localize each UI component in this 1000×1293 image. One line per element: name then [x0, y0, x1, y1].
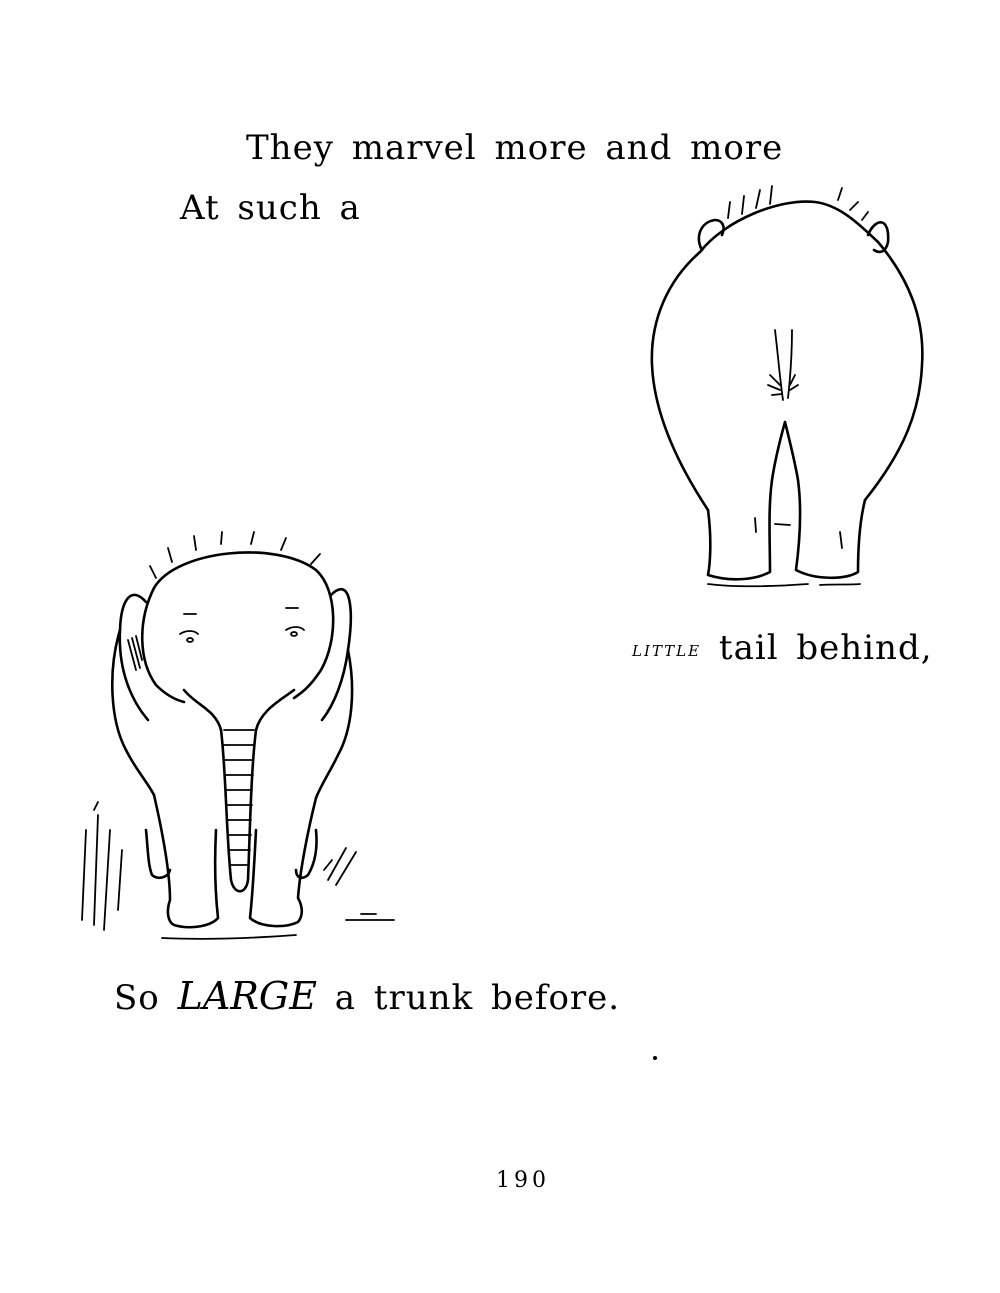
page-number: 190: [496, 1168, 550, 1193]
elephant-rear-illustration: [630, 180, 940, 600]
elephant-front-body: [112, 552, 352, 927]
elephant-front-illustration: [76, 530, 406, 950]
elephant-rear-body: [652, 202, 923, 580]
verse-line-4-end: a trunk before.: [334, 978, 621, 1018]
little-smallcaps-word: LITTLE: [632, 642, 702, 660]
verse-line-3: [632, 628, 933, 668]
ink-speck: [653, 1056, 657, 1060]
verse-line-2: At such a: [180, 188, 361, 228]
verse-line-3-rest: tail behind,: [718, 628, 933, 668]
large-emphasis-word: LARGE: [177, 974, 317, 1018]
verse-line-4-start: So: [114, 978, 160, 1018]
elephant-rear-details: [708, 186, 868, 586]
verse-line-1: They marvel more and more: [246, 128, 784, 168]
verse-line-4: [114, 974, 620, 1018]
